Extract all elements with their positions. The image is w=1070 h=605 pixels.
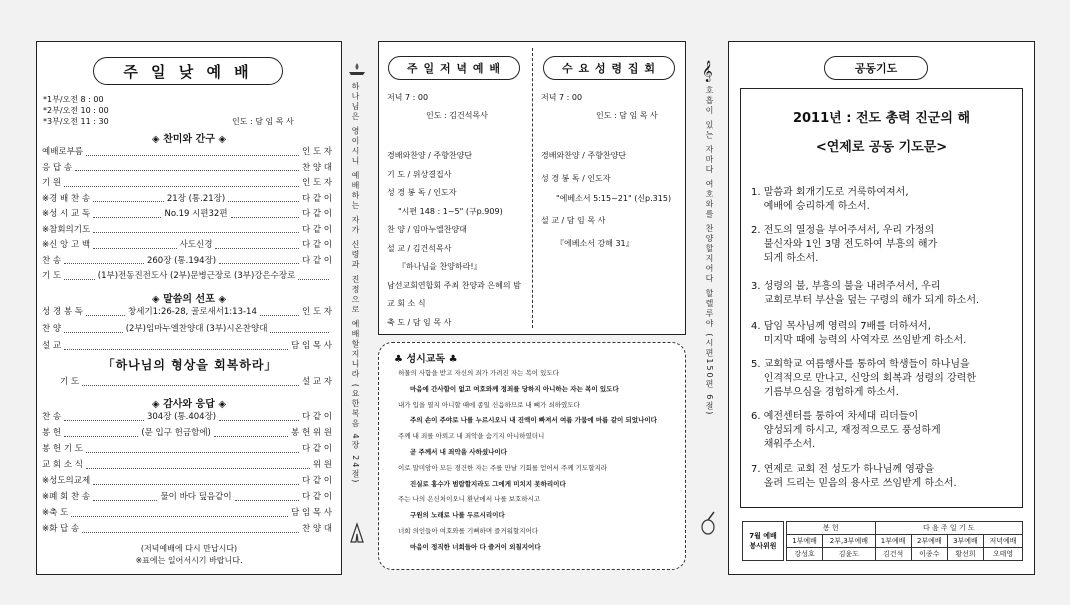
row-detail: 사도신경 (179, 240, 213, 250)
row-leader-dots (86, 149, 299, 156)
verse-left: 하나님은 영이시니 예배하는 자가 신령과 진정으로 예배할지니라 (요한복음 4장 24절) (351, 82, 360, 485)
service-head-cell: 2부,3부예배 (823, 535, 875, 548)
section-word: ◈ 말씀의 선포 ◈ (151, 294, 227, 305)
row-leader-dots (64, 257, 144, 264)
time-3: *3부/오전 11 : 30 (43, 117, 109, 126)
row-leader-dots (64, 414, 144, 421)
row-detail: (2부)임마누엘찬양대 (3부)시온찬양대 (125, 324, 268, 334)
worship-row (42, 177, 332, 189)
row-leader-dots (64, 180, 299, 187)
row-label: 교 회 소 식 (42, 460, 83, 470)
row-value: 인 도 자 (301, 178, 332, 188)
middle-divider (532, 48, 533, 328)
worship-row (42, 162, 332, 174)
candle-icon (347, 60, 367, 76)
next-prayer-head: 다 음 주 일 기 도 (875, 522, 1022, 535)
row-label: 봉 헌 (42, 428, 62, 438)
service-head-cell: 2부예배 (911, 535, 947, 548)
row-leader-dots (298, 273, 329, 280)
evening-item: 축 도 / 담 임 목 사 (387, 317, 452, 327)
row-leader-dots (82, 379, 299, 386)
footnote-stand: ※표에는 일어서시기 바랍니다. (135, 556, 243, 565)
wednesday-title: 수 요 성 령 집 회 (543, 56, 675, 80)
responsive-line: 주의 손이 주야로 나를 누르시오니 내 진액이 빠져서 여름 가뭄에 마름 같이 되었나이다 (410, 416, 657, 425)
service-name-cell: 강성호 (787, 548, 823, 561)
row-label: ※축 도 (42, 508, 69, 518)
row-detail: 260장 (통.194장) (146, 255, 217, 266)
evening-item: 남선교회연합회 주최 찬양과 은혜의 밤 (387, 280, 521, 290)
service-name-cell: 김건석 (875, 548, 911, 561)
prayer-item: 6. 예전센터를 통하여 차세대 리더들이 양성되게 하시고, 재정적으로도 풍성하게 채워주소서. (751, 411, 941, 450)
wednesday-time: 저녁 7 : 00 (541, 93, 583, 102)
worship-row (42, 491, 332, 503)
responsive-line: 주는 나의 은신처이오니 환난에서 나를 보호하시고 (398, 495, 541, 504)
row-label: 응 답 송 (42, 162, 73, 173)
row-leader-dots (215, 242, 299, 249)
service-head-cell: 저녁예배 (984, 535, 1023, 548)
verse-right: 호흡이 있는 자마다 여호와를 찬양할지어다 할렐루야 (시편150편 6절) (705, 86, 714, 417)
evening-item: 성 경 봉 독 / 인도자 (387, 188, 457, 197)
row-leader-dots (93, 242, 177, 249)
worship-row (42, 306, 332, 318)
row-leader-dots (93, 195, 164, 202)
row-leader-dots (86, 309, 125, 316)
service-name-cell: 이종수 (911, 548, 947, 561)
worship-row (42, 255, 332, 267)
responsive-line: 내가 입을 열지 아니할 때에 종일 신음하므로 내 뼈가 쇠하였도다 (398, 400, 580, 409)
prayer-title: 공동기도 (824, 56, 928, 80)
row-label: ※화 답 송 (42, 524, 80, 534)
row-detail: (문 입구 헌금함에) (141, 428, 211, 438)
worship-row (42, 507, 332, 519)
worship-row (42, 146, 332, 158)
row-label: ※성도의교제 (42, 476, 91, 486)
worship-row (42, 411, 332, 423)
row-leader-dots (93, 226, 299, 233)
service-name-cell: 오태영 (984, 548, 1023, 561)
responsive-line: 구원의 노래로 나를 두르시리이다 (410, 511, 505, 520)
evening-item: 설 교 / 김건석목사 (387, 243, 452, 253)
row-label: 기 원 (42, 178, 62, 188)
row-leader-dots (64, 343, 288, 350)
row-value: 인 도 자 (301, 147, 332, 157)
row-value: 설 교 자 (301, 377, 332, 387)
responsive-line: 너희 의인들아 여호와를 기뻐하며 즐거워할지어다 (398, 527, 539, 535)
service-head-cell: 1부예배 (875, 535, 911, 548)
row-label: 기 도 (60, 377, 80, 387)
row-leader-dots (71, 510, 288, 517)
music-note-icon: 𝄞 (702, 61, 713, 82)
row-label: ※참회의기도 (42, 224, 91, 235)
prayer-item: 2. 전도의 열정을 부어주셔서, 우리 가정의 불신자와 1인 3명 전도하여 부흥의 해가 되게 하소서. (751, 225, 938, 264)
row-detail: (1부)전동진전도사 (2부)문병근장로 (3부)강은수장로 (97, 271, 296, 281)
row-value: 다 같 이 (301, 209, 332, 219)
worship-row (42, 340, 332, 352)
evening-item: 찬 양 / 임마누엘찬양대 (387, 225, 467, 234)
wednesday-item: 설 교 / 담 임 목 사 (541, 216, 606, 225)
prayer-item: 5. 교회학교 여름행사를 통하여 학생들이 하나님을 인격적으로 만나고, 신앙의 회복과 성령의 강력한 기름부으심을 경험하게 하소서. (751, 359, 976, 398)
offering-head: 봉 헌 (787, 522, 876, 535)
worship-row (42, 323, 332, 335)
responsive-title: ♣ 성시교독 ♣ (394, 354, 458, 365)
service-name-cell: 황선희 (947, 548, 983, 561)
evening-title: 주 일 저 녁 예 배 (388, 56, 520, 80)
row-label: 설 교 (42, 341, 62, 351)
row-label: 찬 송 (42, 255, 62, 266)
worship-row (42, 224, 332, 236)
row-value: 다 같 이 (301, 492, 332, 502)
row-label: 기 도 (42, 271, 62, 281)
prayer-item: 1. 말씀과 회개기도로 거룩하여져서, 예배에 승리하게 하소서. (751, 187, 909, 212)
worship-row (42, 208, 332, 220)
evening-item: 기 도 / 위상결집사 (387, 169, 452, 179)
row-label: ※폐 회 찬 송 (42, 492, 91, 502)
service-table (786, 521, 1023, 561)
row-leader-dots (82, 526, 299, 533)
evening-item: 『하나님을 찬양하라!』 (398, 262, 482, 271)
violin-icon (697, 510, 719, 536)
evening-item: 경배와찬양 / 주향찬양단 (387, 151, 473, 160)
worship-row (42, 193, 332, 205)
row-value: 다 같 이 (301, 255, 333, 266)
service-times (43, 94, 109, 127)
sunday-service-title: 주 일 낮 예 배 (93, 57, 283, 85)
row-detail: 21장 (통.21장) (166, 193, 226, 204)
responsive-line: 주께 내 죄를 아뢰고 내 죄악을 숨기지 아니하였더니 (398, 432, 545, 441)
row-value: 찬 양 대 (301, 162, 332, 173)
worship-row (42, 239, 332, 251)
prayer-row (60, 376, 332, 388)
row-leader-dots (64, 430, 138, 437)
evening-leader: 인도 : 김건석목사 (426, 111, 488, 120)
row-value: 담 임 목 사 (291, 508, 332, 518)
wednesday-leader: 인도 : 담 임 목 사 (596, 111, 658, 120)
row-leader-dots (231, 211, 299, 218)
row-label: 예배로부름 (42, 147, 84, 157)
row-leader-dots (214, 430, 288, 437)
worship-row (42, 427, 332, 439)
worship-row (42, 475, 332, 487)
sermon-title: 「하나님의 형상을 회복하라」 (102, 358, 278, 372)
row-leader-dots (86, 462, 310, 469)
row-leader-dots (64, 273, 95, 280)
wednesday-item: "에베소서 5:15~21" (신p.315) (556, 194, 672, 203)
row-leader-dots (219, 414, 299, 421)
row-value: 찬 양 대 (301, 524, 332, 534)
prayer-heading-1: 2011년 : 전도 총력 진군의 해 (792, 111, 971, 126)
worship-row (42, 443, 332, 455)
worship-row (42, 270, 332, 282)
praying-hands-icon (347, 522, 367, 544)
responsive-line: 곧 주께서 내 죄악을 사하셨나이다 (410, 448, 507, 456)
responsive-line: 진실로 홍수가 범람할지라도 그에게 미치지 못하리이다 (410, 479, 566, 488)
leader: 인도 : 담 임 목 사 (232, 117, 294, 126)
row-label: 찬 양 (42, 324, 62, 334)
row-label: ※신 앙 고 백 (42, 240, 91, 250)
row-leader-dots (219, 257, 299, 264)
row-label: 찬 송 (42, 412, 62, 422)
row-leader-dots (93, 478, 299, 485)
time-1: *1부/오전 8 : 00 (43, 95, 104, 104)
row-leader-dots (260, 309, 299, 316)
section-praise: ◈ 찬미와 간구 ◈ (151, 134, 227, 145)
responsive-line: 마음에 간사함이 없고 여호와께 정죄를 당하지 아니하는 자는 복이 있도다 (410, 384, 619, 393)
worship-row (42, 523, 332, 535)
footnote-evening: (저녁예배에 다시 만납시다) (140, 544, 238, 553)
row-leader-dots (75, 164, 299, 171)
prayer-item: 7. 연제로 교회 전 성도가 하나님께 영광을 올려 드리는 믿음의 용사로 쓰임받게 하소서. (751, 464, 957, 489)
row-value: 다 같 이 (301, 444, 332, 454)
row-value: 다 같 이 (301, 476, 332, 486)
wednesday-item: 경배와찬양 / 주향찬양단 (541, 151, 627, 160)
row-value: 봉 헌 위 원 (291, 428, 332, 438)
row-value: 다 같 이 (301, 224, 332, 235)
service-head-cell: 1부예배 (787, 535, 823, 548)
row-value: 담 임 목 사 (291, 341, 332, 351)
evening-item: 교 회 소 식 (387, 299, 426, 308)
row-label: ※경 배 찬 송 (42, 193, 91, 204)
evening-item: "시편 148 : 1~5" (구p.909) (398, 206, 503, 216)
section-thanks: ◈ 감사와 응답 ◈ (151, 399, 227, 410)
row-detail: 창세기1:26-28, 골로새서1:13-14 (128, 307, 257, 317)
row-label: 봉 헌 기 도 (42, 444, 83, 454)
row-leader-dots (93, 494, 157, 501)
prayer-item: 3. 성령의 불, 부흥의 불을 내려주셔서, 우리 교회로부터 부산을 덮는 구령의 해가 되게 하소서. (751, 281, 980, 306)
row-leader-dots (270, 326, 329, 333)
row-value: 인 도 자 (301, 307, 333, 317)
row-value: 다 같 이 (301, 193, 332, 204)
row-value: 다 같 이 (301, 240, 333, 250)
responsive-line: 허물의 사함을 받고 자신의 죄가 가려진 자는 복이 있도다 (398, 369, 559, 377)
row-label: 성 경 봉 독 (42, 307, 83, 317)
row-leader-dots (228, 195, 299, 202)
row-leader-dots (64, 326, 123, 333)
row-leader-dots (235, 494, 299, 501)
service-name-cell: 김윤도 (823, 548, 875, 561)
time-2: *2부/오전 10 : 00 (43, 106, 109, 115)
row-detail: 물이 바다 덮음같이 (160, 492, 232, 502)
responsive-line: 마음이 정직한 너희들아 다 즐거이 외칠지어다 (410, 542, 541, 551)
row-value: 다 같 이 (301, 412, 333, 422)
prayer-item: 4. 담임 목사님께 영력의 7배를 더하셔서, 미지막 때에 능력의 사역자로 쓰임받게 하소서. (751, 321, 967, 346)
row-detail: No.19 시편32편 (164, 209, 228, 219)
worship-row (42, 459, 332, 471)
row-detail: 304장 (통.404장) (146, 412, 217, 422)
row-label: ※성 시 교 독 (42, 209, 91, 219)
row-value: 위 원 (312, 460, 332, 470)
wednesday-item: 성 경 봉 독 / 인도자 (541, 174, 611, 183)
responsive-line: 이로 말미암아 모든 경건한 자는 주를 만날 기회를 얻어서 주께 기도할지라 (398, 463, 608, 472)
row-leader-dots (93, 211, 161, 218)
wednesday-item: 『에베소서 강해 31』 (556, 239, 634, 248)
evening-time: 저녁 7 : 00 (387, 93, 429, 102)
service-head-cell: 3부예배 (947, 535, 983, 548)
row-leader-dots (86, 446, 299, 453)
prayer-heading-2: <연제로 공동 기도문> (815, 140, 948, 155)
service-table-side: 7월 예배 봉사위원 (742, 521, 784, 561)
